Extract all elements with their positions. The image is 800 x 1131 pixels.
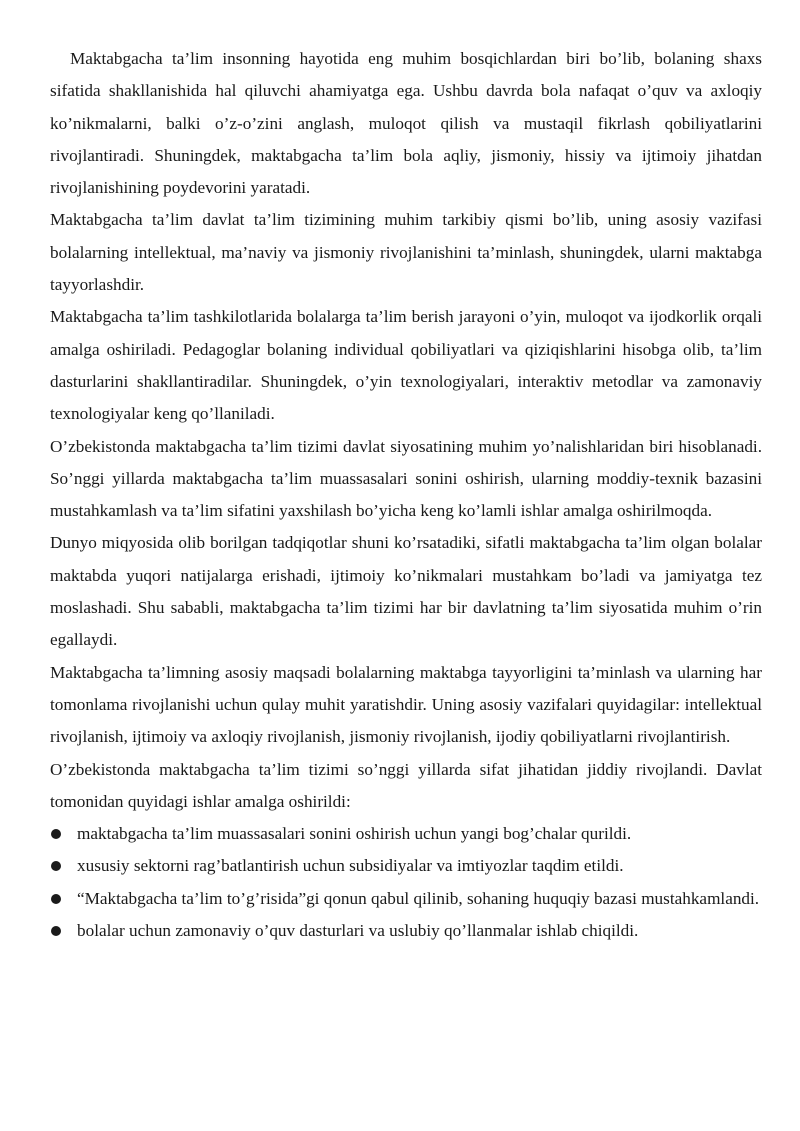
paragraph: Maktabgacha ta’lim tashkilotlarida bolalarga ta’lim berish jarayoni o’yin, muloqot va ijodkorlik orqali amalga oshiriladi. Pedagoglar bolaning individual qobiliyatlari va qiziqishlarini hisobga olib, ta’lim dasturlarini shakllantiradilar. Shuningdek, o’yin texnologiyalari, interaktiv metodlar va zamonaviy texnologiyalar keng qo’llaniladi.: [50, 307, 762, 424]
bullet-icon: [51, 829, 61, 839]
paragraph: Maktabgacha ta’limning asosiy maqsadi bolalarning maktabga tayyorligini ta’minlash va ularning har tomonlama rivojlanishi uchun qulay muhit yaratishdir. Uning asosiy vazifalari quyidagilar: intellektual rivojlanish, ijtimoiy va axloqiy rivojlanish, jismoniy rivojlanish, ijodiy qobiliyatlarni rivojlantirish.: [50, 662, 762, 747]
list-item: [50, 818, 762, 850]
bullet-icon: [51, 894, 61, 904]
list-item-text: “Maktabgacha ta’lim to’g’risida”gi qonun qabul qilinib, sohaning huquqiy bazasi mustahkamlandi.: [77, 888, 760, 908]
list-item: [50, 883, 762, 915]
bullet-icon: [51, 861, 61, 871]
list-item: [50, 915, 762, 947]
paragraph: O’zbekistonda maktabgacha ta’lim tizimi davlat siyosatining muhim yo’nalishlaridan biri hisoblanadi. So’nggi yillarda maktabgacha ta’lim muassasalari sonini oshirish, ularning moddiy-texnik bazasini mustahkamlash va ta’lim sifatini yaxshilash bo’yicha keng ko’lamli ishlar amalga oshirilmoqda.: [50, 436, 762, 521]
list-item-text: maktabgacha ta’lim muassasalari sonini oshirish uchun yangi bog’chalar qurildi.: [77, 824, 632, 844]
bullet-list: [50, 818, 762, 947]
bullet-icon: [51, 926, 61, 936]
paragraph: Dunyo miqyosida olib borilgan tadqiqotlar shuni ko’rsatadiki, sifatli maktabgacha ta’lim olgan bolalar maktabda yuqori natijalarga erishadi, ijtimoiy ko’nikmalari mustahkam bo’ladi va jamiyatga tez moslashadi. Shu sababli, maktabgacha ta’lim tizimi har bir davlatning ta’lim siyosatida muhim o’rin egallaydi.: [50, 533, 762, 650]
list-item: [50, 850, 762, 882]
paragraph: O’zbekistonda maktabgacha ta’lim tizimi so’nggi yillarda sifat jihatidan jiddiy rivojlandi. Davlat tomonidan quyidagi ishlar amalga oshirildi:: [50, 759, 762, 811]
paragraph: Maktabgacha ta’lim insonning hayotida eng muhim bosqichlardan biri bo’lib, bolaning shaxs sifatida shakllanishida hal qiluvchi ahamiyatga ega. Ushbu davrda bola nafaqat o’quv va axloqiy ko’nikmalarni, balki o’z-o’zini anglash, muloqot qilish va mustaqil fikrlash qobiliyatlarini rivojlantiradi. Shuningdek, maktabgacha ta’lim bola aqliy, jismoniy, hissiy va ijtimoiy jihatdan rivojlanishining poydevorini yaratadi.: [50, 49, 762, 198]
list-item-text: bolalar uchun zamonaviy o’quv dasturlari va uslubiy qo’llanmalar ishlab chiqildi.: [77, 921, 639, 941]
list-item-text: xususiy sektorni rag’batlantirish uchun subsidiyalar va imtiyozlar taqdim etildi.: [77, 856, 624, 876]
document-page: [50, 43, 762, 947]
paragraph: Maktabgacha ta’lim davlat ta’lim tizimining muhim tarkibiy qismi bo’lib, uning asosiy vazifasi bolalarning intellektual, ma’naviy va jismoniy rivojlanishini ta’minlash, shuningdek, ularni maktabga tayyorlashdir.: [50, 210, 762, 295]
